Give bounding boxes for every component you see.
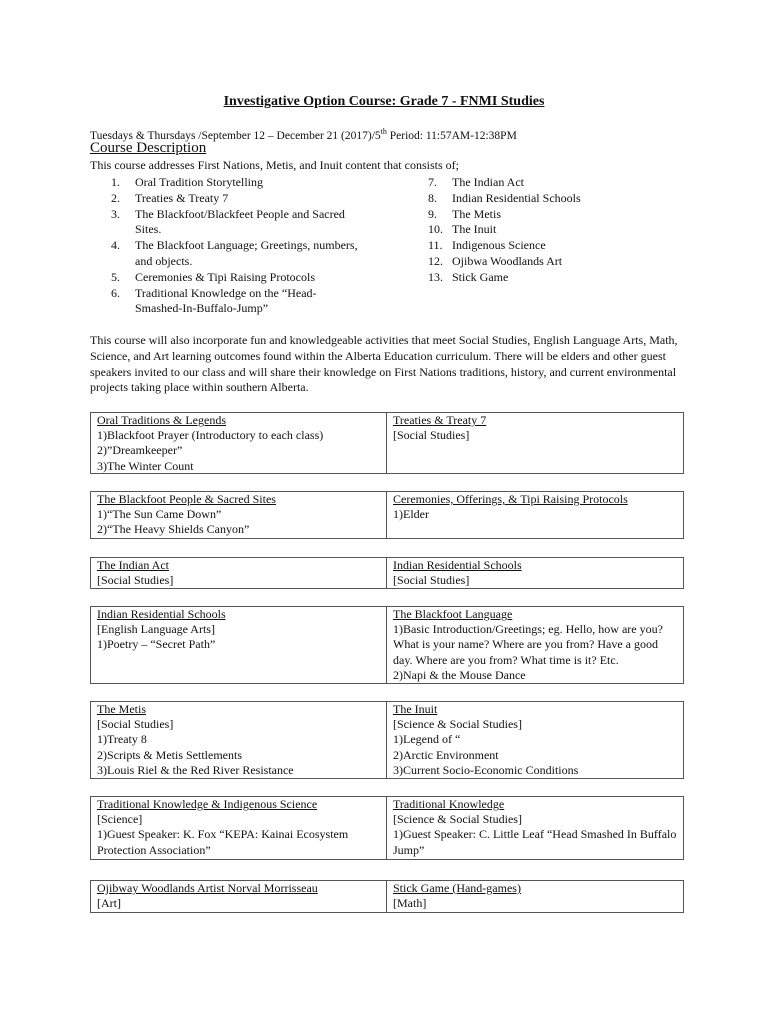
unit-line: 1)Guest Speaker: K. Fox “KEPA: Kainai Ecosystem Protection Association”	[97, 827, 349, 857]
list-item	[111, 270, 361, 286]
unit-line: 2)Scripts & Metis Settlements	[97, 747, 242, 762]
list-item-number: 4.	[111, 238, 120, 253]
unit-box	[90, 606, 684, 684]
list-item-text: Treaties & Treaty 7	[135, 190, 229, 205]
list-item-text: Indigenous Science	[452, 238, 546, 253]
unit-line: 3)The Winter Count	[97, 458, 194, 473]
list-item-number: 1.	[111, 175, 120, 189]
unit-box	[90, 412, 684, 474]
list-item-number: 13.	[428, 269, 443, 284]
course-paragraph: This course will also incorporate fun and knowledgeable activities that meet Social Studies, English Language Arts, Math, Science, and Art learning outcomes found within the Alberta Education curriculum. There will be elders and other guest speakers invited to our class and will share their knowledge on First Nations traditions, history, and current environmental projects taking place within southern Alberta.	[90, 333, 678, 395]
list-item-number: 12.	[428, 253, 443, 268]
list-item	[428, 254, 628, 270]
unit-cell	[91, 607, 387, 683]
list-item-number: 2.	[111, 190, 120, 205]
unit-heading: Indian Residential Schools	[393, 558, 522, 572]
unit-heading: Traditional Knowledge	[393, 797, 505, 811]
list-item-text: Ojibwa Woodlands Art	[452, 253, 563, 268]
topic-list-left	[111, 175, 361, 317]
unit-box	[90, 880, 684, 913]
list-item	[111, 286, 361, 318]
unit-cell	[387, 797, 683, 859]
document-title: Investigative Option Course: Grade 7 - FNMI Studies	[223, 94, 545, 109]
list-item-number: 7.	[428, 175, 437, 189]
unit-line: [Science]	[97, 812, 143, 827]
list-item-number: 8.	[428, 190, 437, 205]
unit-line: 3)Current Socio-Economic Conditions	[393, 762, 579, 777]
unit-heading: The Inuit	[393, 702, 438, 716]
unit-box	[90, 491, 684, 539]
unit-heading: Traditional Knowledge & Indigenous Science	[97, 797, 318, 811]
list-item-number: 11.	[428, 238, 443, 253]
unit-line: 1)“The Sun Came Down”	[97, 507, 222, 522]
unit-box	[90, 557, 684, 589]
list-item-text: The Blackfoot/Blackfeet People and Sacred Sites.	[135, 206, 345, 237]
unit-line: 1)Elder	[393, 507, 429, 522]
unit-heading: Ceremonies, Offerings, & Tipi Raising Protocols	[393, 492, 628, 506]
list-item-number: 10.	[428, 222, 443, 237]
unit-line: 2)Arctic Environment	[393, 747, 499, 762]
unit-heading: The Indian Act	[97, 558, 169, 572]
list-item-text: Stick Game	[452, 269, 509, 284]
unit-cell	[387, 413, 683, 473]
schedule-post: Period: 11:57AM-12:38PM	[386, 129, 517, 142]
course-description-heading: Course Description	[90, 140, 207, 156]
unit-cell	[387, 492, 683, 538]
list-item	[428, 238, 628, 254]
unit-line: 1)Treaty 8	[97, 732, 147, 747]
unit-cell	[387, 607, 683, 683]
schedule-sup: th	[380, 127, 387, 136]
unit-line: [Social Studies]	[393, 428, 470, 443]
unit-heading: The Metis	[97, 702, 146, 716]
unit-heading: Ojibway Woodlands Artist Norval Morrisseau	[97, 881, 318, 895]
list-item-text: The Inuit	[452, 222, 497, 237]
unit-line: [Social Studies]	[97, 573, 174, 588]
list-item	[428, 175, 628, 191]
list-item-number: 6.	[111, 285, 120, 300]
unit-line: [Math]	[393, 896, 427, 911]
list-item	[428, 222, 628, 238]
unit-cell	[387, 702, 683, 778]
unit-heading: Indian Residential Schools	[97, 607, 226, 621]
unit-cell	[91, 702, 387, 778]
list-item-number: 9.	[428, 206, 437, 221]
unit-heading: Treaties & Treaty 7	[393, 413, 487, 427]
unit-cell	[91, 558, 387, 588]
unit-heading: Stick Game (Hand-games)	[393, 881, 521, 895]
unit-cell	[91, 413, 387, 473]
list-item-text: Indian Residential Schools	[452, 190, 581, 205]
list-item	[428, 207, 628, 223]
unit-line: 1)Basic Introduction/Greetings; eg. Hello, how are you? What is your name? Where are you from? Have a good day. Where are you from? What time is it? Etc.	[393, 622, 663, 667]
list-item-number: 5.	[111, 269, 120, 284]
unit-line: 1)Poetry – “Secret Path”	[97, 637, 216, 652]
list-item-text: Ceremonies & Tipi Raising Protocols	[135, 269, 316, 284]
unit-line: [Science & Social Studies]	[393, 812, 522, 827]
unit-cell	[91, 797, 387, 859]
list-item	[111, 207, 361, 239]
unit-box	[90, 701, 684, 779]
course-intro: This course addresses First Nations, Metis, and Inuit content that consists of;	[90, 158, 459, 172]
unit-line: [Art]	[97, 896, 121, 911]
unit-heading: The Blackfoot People & Sacred Sites	[97, 492, 276, 506]
list-item-text: The Blackfoot Language; Greetings, numbers, and objects.	[135, 238, 358, 268]
unit-line: 2)”Dreamkeeper”	[97, 443, 183, 458]
list-item-text: The Metis	[452, 206, 501, 221]
topic-list-right	[428, 175, 628, 286]
unit-cell	[387, 558, 683, 588]
schedule-pre: Tuesdays & Thursdays /September 12 – December 21 (2017)/5	[90, 129, 381, 142]
list-item	[428, 270, 628, 286]
list-item	[111, 175, 361, 191]
unit-line: 1)Guest Speaker: C. Little Leaf “Head Smashed In Buffalo Jump”	[393, 827, 677, 857]
unit-line: [Social Studies]	[393, 573, 470, 588]
unit-cell	[91, 492, 387, 538]
unit-line: 2)“The Heavy Shields Canyon”	[97, 522, 250, 537]
list-item	[428, 191, 628, 207]
unit-heading: Oral Traditions & Legends	[97, 413, 226, 427]
unit-line: 2)Napi & the Mouse Dance	[393, 667, 526, 682]
list-item-text: Oral Tradition Storytelling	[135, 175, 264, 189]
unit-line: 1)Blackfoot Prayer (Introductory to each class)	[97, 428, 324, 443]
unit-line: [English Language Arts]	[97, 622, 215, 637]
list-item-number: 3.	[111, 206, 120, 221]
unit-line: 1)Legend of “	[393, 732, 461, 747]
unit-line: 3)Louis Riel & the Red River Resistance	[97, 762, 294, 777]
list-item	[111, 191, 361, 207]
list-item	[111, 238, 361, 270]
unit-line: [Social Studies]	[97, 717, 174, 732]
unit-cell	[387, 881, 683, 912]
unit-cell	[91, 881, 387, 912]
unit-box	[90, 796, 684, 860]
list-item-text: Traditional Knowledge on the “Head-Smashed-In-Buffalo-Jump”	[135, 285, 317, 316]
unit-line: [Science & Social Studies]	[393, 717, 522, 732]
unit-heading: The Blackfoot Language	[393, 607, 513, 621]
list-item-text: The Indian Act	[452, 175, 524, 189]
